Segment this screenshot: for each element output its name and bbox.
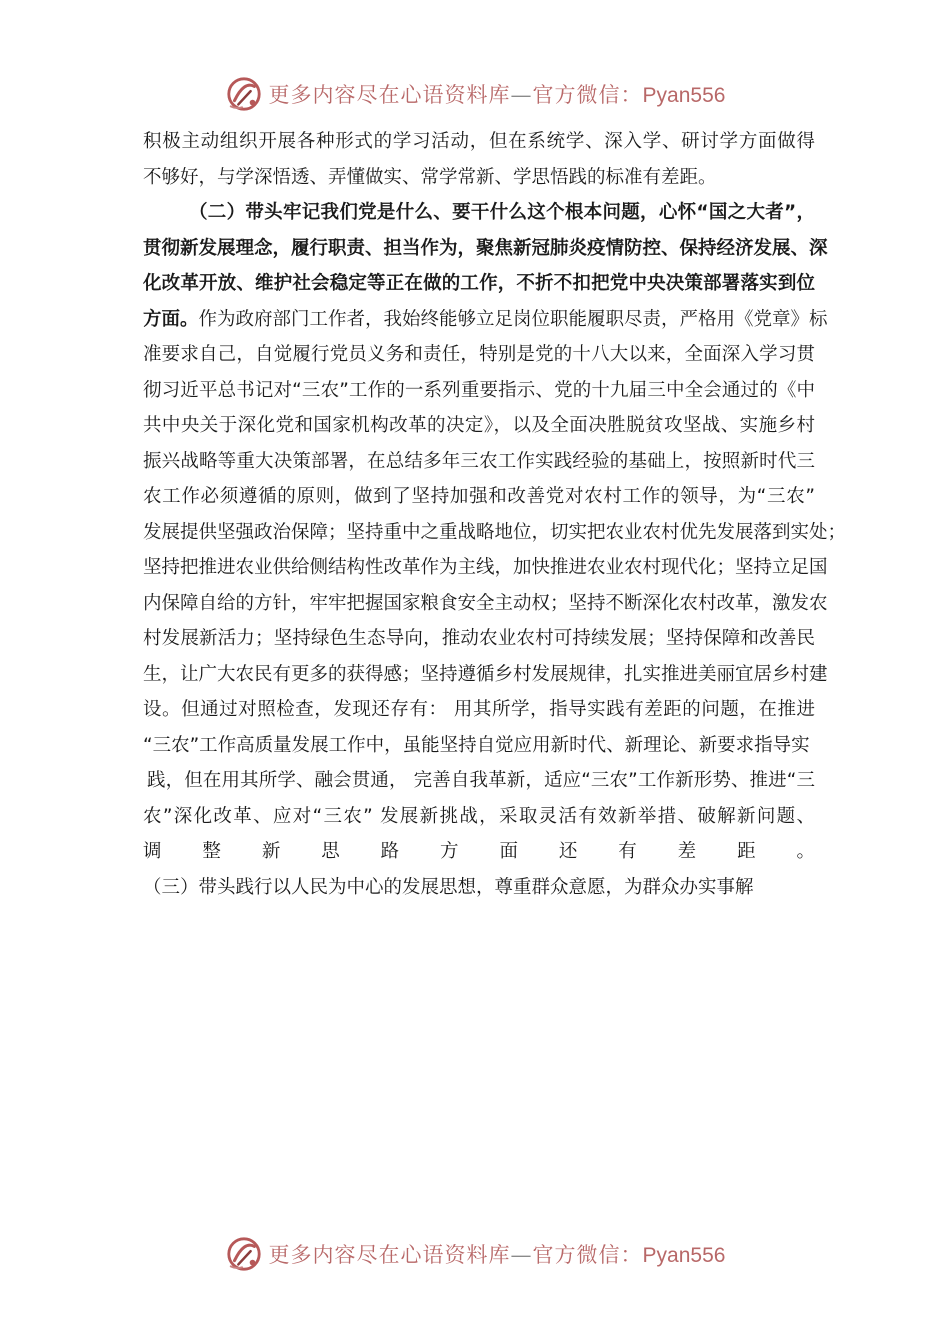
body-line-mixed (143, 302, 828, 338)
body-line: 发展提供坚强政治保障；坚持重中之重战略地位，切实把农业农村优先发展落到实处； (143, 521, 847, 543)
document-body (143, 124, 847, 941)
section-heading-line: 贯彻新发展理念，履行职责、担当作为，聚焦新冠肺炎疫情防控、保持经济发展、深 (143, 237, 828, 259)
header-separator: — (510, 83, 533, 107)
body-line: 坚持把推进农业供给侧结构性改革作为主线，加快推进农业农村现代化；坚持立足国 (143, 557, 828, 578)
header-brand: 更多内容尽在心语资料库 (268, 83, 511, 107)
body-line: 准要求自己，自觉履行党员义务和责任，特别是党的十八大以来，全面深入学习贯 (143, 344, 815, 365)
body-line: “三农”工作高质量发展工作中，虽能坚持自觉应用新时代、新理论、新要求指导实 (143, 734, 810, 756)
body-line: 内保障自给的方针，牢牢把握国家粮食安全主动权；坚持不断深化农村改革，激发农 (143, 592, 828, 614)
body-line: 村发展新活力；坚持绿色生态导向，推动农业农村可持续发展；坚持保障和改善民 (143, 628, 815, 649)
quill-logo-icon (225, 75, 263, 113)
section-heading-line (143, 905, 815, 941)
footer-banner (0, 1232, 950, 1276)
header-contact-label: 官方微信： (532, 83, 643, 107)
body-line-text: 作为政府部门工作者，我始终能够立足岗位职能履职尽责，严格用《党章》标 (198, 308, 828, 330)
body-line: 生，让广大农民有更多的获得感；坚持遵循乡村发展规律，扎实推进美丽宜居乡村建 (143, 663, 828, 685)
footer-contact-label: 官方微信： (532, 1243, 643, 1267)
quill-logo-icon (225, 1235, 263, 1273)
body-line: 彻习近平总书记对“三农”工作的一系列重要指示、党的十九届三中全会通过的《中 (143, 379, 815, 401)
body-line: 积极主动组织开展各种形式的学习活动，但在系统学、深入学、研讨学方面做得 (143, 131, 815, 152)
footer-account: Pyan556 (642, 1244, 726, 1267)
body-line: 设。但通过对照检查，发现还存有： 用其所学，指导实践有差距的问题，在推进 (143, 699, 815, 720)
body-line: 农工作必须遵循的原则，做到了坚持加强和改善党对农村工作的领导，为“三农” (143, 486, 815, 507)
body-line: 践，但在用其所学、融会贯通， 完善自我革新，适应“三农”工作新形势、推进“三 (147, 770, 815, 791)
header-account: Pyan556 (642, 84, 726, 107)
body-line: 不够好，与学深悟透、弄懂做实、常学常新、学思悟践的标准有差距。 (143, 166, 717, 188)
footer-brand: 更多内容尽在心语资料库 (268, 1243, 511, 1267)
section-heading-line: 化改革开放、维护社会稳定等正在做的工作，不折不扣把党中央决策部署落实到位 (143, 273, 815, 294)
body-line: 共中央关于深化党和国家机构改革的决定》，以及全面决胜脱贫攻坚战、实施乡村 (143, 415, 815, 436)
body-line: 振兴战略等重大决策部署，在总结多年三农工作实践经验的基础上，按照新时代三 (143, 450, 815, 472)
section-heading-line: （二）带头牢记我们党是什么、要干什么这个根本问题，心怀“国之大者”， (189, 202, 815, 223)
header-banner (0, 72, 950, 116)
body-line: 农”深化改革、应对“三农” 发展新挑战，采取灵活有效新举措、破解新问题、 (143, 805, 815, 827)
footer-text (269, 1239, 726, 1269)
body-line: （三）带头践行以人民为中心的发展思想，尊重群众意愿，为群众办实事解 (143, 876, 754, 898)
body-line: 调整新思路方面还有差距。 (143, 841, 815, 862)
header-text (269, 79, 726, 109)
section-heading-end: 方面。 (143, 308, 199, 330)
footer-separator: — (510, 1243, 533, 1267)
